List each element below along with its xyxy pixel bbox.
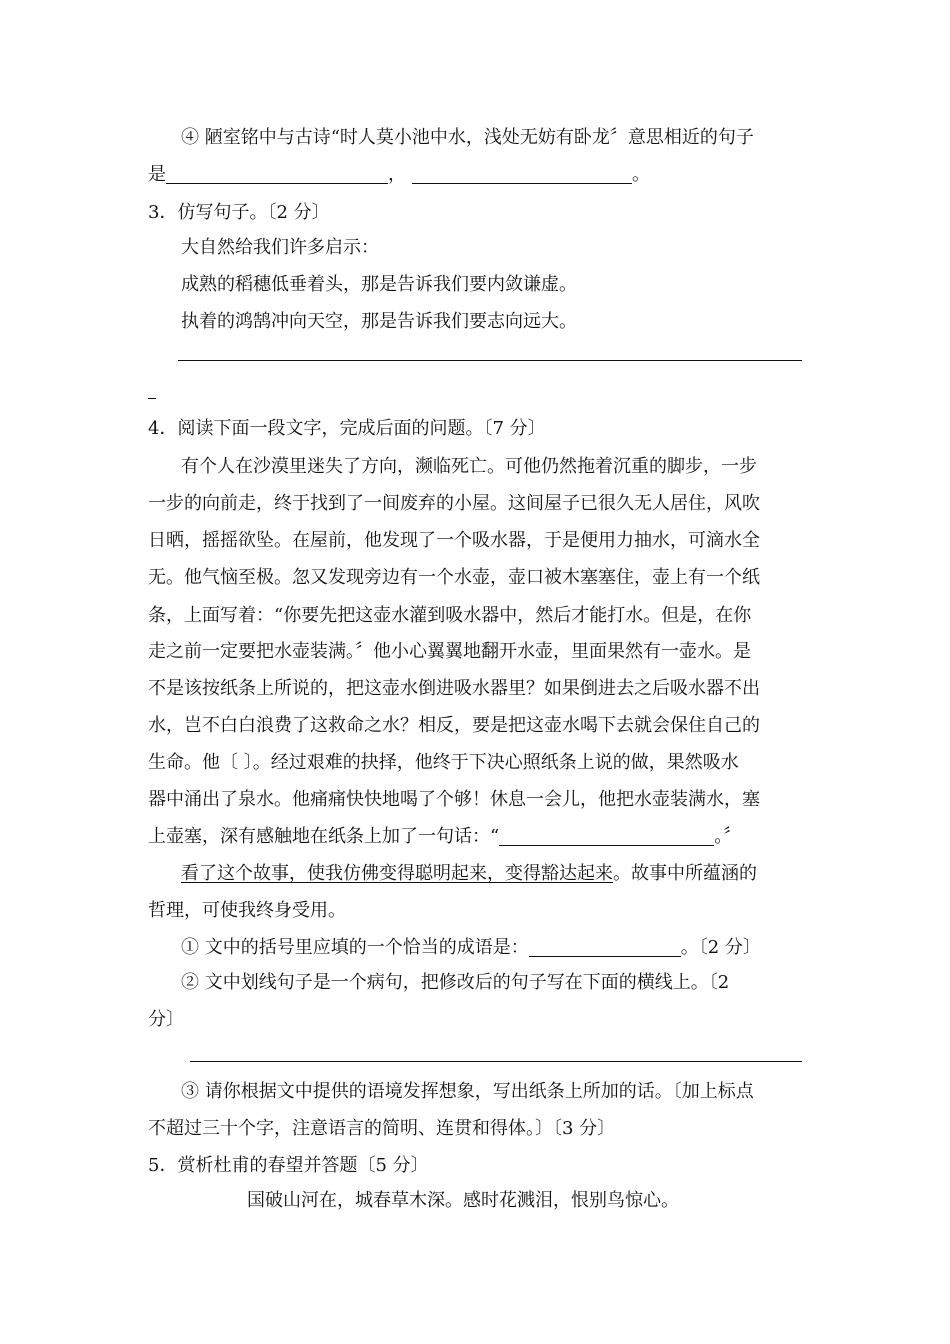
answer-blank-1[interactable] [166,165,388,184]
q4-sub2-line2: 分〕 [148,1009,184,1030]
q4-heading: 4．阅读下面一段文字，完成后面的问题。〔7 分〕 [148,418,546,439]
q2-item4-line2 [148,163,650,187]
q4-sub3-line1: ③ 请你根据文中提供的语境发挥想象，写出纸条上所加的话。〔加上标点 [181,1081,754,1102]
q2-item4-prefix: 是 [148,164,166,185]
note-answer-blank[interactable] [499,827,714,846]
q4-sub2-answer-line[interactable] [190,1061,802,1062]
q4-passage-line-5: 条，上面写着：“你要先把这壶水灌到吸水器中，然后才能打水。但是，在你 [148,605,752,626]
idiom-answer-blank[interactable] [529,938,681,957]
underlined-faulty-sentence: 看了这个故事，使我仿佛变得聪明起来，变得豁达起来 [181,863,613,884]
q5-heading: 5．赏析杜甫的春望并答题〔5 分〕 [148,1155,429,1176]
q3-answer-line[interactable] [178,360,802,361]
q4-passage-line-10: 器中涌出了泉水。他痛痛快快地喝了个够！休息一会儿，他把水壶装满水，塞 [148,789,760,810]
q2-item4-mid: ， [388,164,406,185]
q4-passage-line-3: 日晒，摇摇欲坠。在屋前，他发现了一个吸水器，于是便用力抽水，可滴水全 [148,530,760,551]
q4-sub3-line2: 不超过三十个字，注意语言的简明、连贯和得体。〕〔3 分〕 [148,1118,616,1139]
q3-heading: 3．仿写句子。〔2 分〕 [148,202,330,223]
q4-line11-suffix: 。〞 [714,826,742,847]
q3-answer-line-tail [148,398,156,399]
q4-passage-line-4: 无。他气恼至极。忽又发现旁边有一个水壶，壶口被木塞塞住，壶上有一个纸 [148,567,760,588]
q4-passage-line-11 [148,825,741,849]
q4-passage-line-12 [181,862,757,886]
q3-line-2: 成熟的稻穗低垂着头，那是告诉我们要内敛谦虚。 [181,274,577,295]
q3-line-3: 执着的鸿鹄冲向天空，那是告诉我们要志向远大。 [181,311,577,332]
q4-sub2-line1: ② 文中划线句子是一个病句，把修改后的句子写在下面的横线上。〔2 [181,972,730,993]
q4-passage-line-1: 有个人在沙漠里迷失了方向，濒临死亡。可他仍然拖着沉重的脚步，一步 [181,456,757,477]
q3-line-1: 大自然给我们许多启示： [181,237,379,258]
q4-passage-line-8: 水，岂不白白浪费了这救命之水？相反，要是把这壶水喝下去就会保住自己的 [148,715,760,736]
q4-sub1-prefix: ① 文中的括号里应填的一个恰当的成语是： [181,937,529,958]
q4-line12-rest: 。故事中所蕴涵的 [613,863,757,884]
q2-item4-end: 。 [632,164,650,185]
q4-passage-line-2: 一步的向前走，终于找到了一间废弃的小屋。这间屋子已很久无人居住，风吹 [148,493,760,514]
q4-sub1 [181,936,761,960]
q4-passage-line-13: 哲理，可使我终身受用。 [148,900,346,921]
q4-passage-line-7: 不是该按纸条上所说的，把这壶水倒进吸水器里？如果倒进去之后吸水器不出 [148,678,760,699]
q2-item4-line1: ④ 陋室铭中与古诗“时人莫小池中水，浅处无妨有卧龙〞意思相近的句子 [181,127,754,148]
q4-sub1-suffix: 。〔2 分〕 [680,937,761,958]
q4-line11-prefix: 上壶塞，深有感触地在纸条上加了一句话：“ [148,826,500,847]
answer-blank-2[interactable] [412,165,632,184]
q5-poem-line: 国破山河在，城春草木深。感时花溅泪，恨别鸟惊心。 [247,1190,679,1211]
q4-passage-line-6: 走之前一定要把水壶装满。〞他小心翼翼地翻开水壶，里面果然有一壶水。是 [148,641,751,662]
q4-passage-line-9: 生命。他〔 〕。经过艰难的抉择，他终于下决心照纸条上说的做，果然吸水 [148,752,739,773]
